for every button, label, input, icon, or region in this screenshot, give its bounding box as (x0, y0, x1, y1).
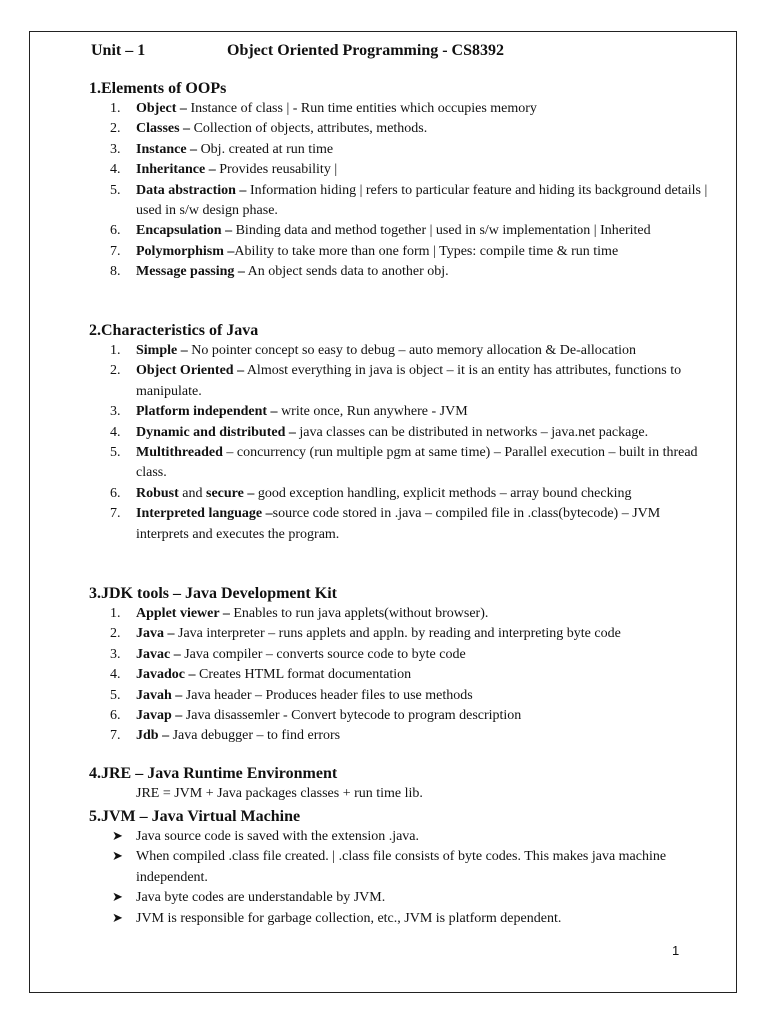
item-number: 7. (110, 728, 121, 744)
item-number: 4. (110, 424, 121, 440)
item-description: java classes can be distributed in networks – java.net package. (295, 424, 649, 440)
list-item (89, 484, 709, 504)
item-number: 8. (110, 264, 121, 280)
list-item (89, 624, 709, 644)
list-item (89, 262, 709, 282)
item-description: write once, Run anywhere - JVM (277, 404, 468, 420)
item-number: 1. (110, 101, 121, 116)
item-term: Simple – (136, 343, 188, 358)
list-item (89, 443, 709, 484)
item-term: Jdb – (136, 728, 170, 744)
list-item (89, 726, 709, 746)
bullet-item (89, 827, 709, 847)
section-heading: 4.JRE – Java Runtime Environment (89, 765, 338, 782)
list-item (89, 423, 709, 443)
page-header (91, 42, 504, 60)
item-term: Object – (136, 101, 187, 116)
item-term: Object Oriented – (136, 363, 245, 379)
section-heading: 3.JDK tools – Java Development Kit (89, 585, 337, 602)
item-term: Platform independent – (136, 404, 278, 420)
list-item (89, 604, 709, 624)
numbered-list (89, 604, 709, 747)
item-term: Polymorphism – (136, 243, 235, 259)
list-item (89, 140, 709, 160)
item-term: Dynamic and distributed – (136, 424, 296, 440)
list-item (89, 665, 709, 685)
numbered-list (89, 341, 709, 545)
section-elements-of-oops (89, 79, 709, 283)
item-term: Java – (136, 626, 175, 642)
bullet-text: Java source code is saved with the extension .java. (136, 829, 420, 844)
arrowhead-bullet-icon: ➤ (112, 829, 123, 844)
item-number: 1. (110, 606, 121, 621)
item-number: 2. (110, 363, 121, 379)
item-description: No pointer concept so easy to debug – auto memory allocation & De-allocation (187, 343, 636, 358)
item-number: 6. (110, 223, 121, 239)
bullet-item (89, 909, 709, 929)
item-term: Applet viewer – (136, 606, 230, 621)
item-description: Java disassemler - Convert bytecode to program description (182, 708, 522, 724)
bullet-item (89, 888, 709, 908)
item-description: Almost everything in java is object – it is an entity has attributes, functions to manipulate. (136, 363, 682, 399)
bullet-text: JVM is responsible for garbage collection, etc., JVM is platform dependent. (136, 910, 562, 926)
item-number: 2. (110, 626, 121, 642)
section-heading: 2.Characteristics of Java (89, 322, 259, 339)
item-description: Ability to take more than one form | Types: compile time & run time (234, 243, 619, 259)
item-term: Javadoc – (136, 667, 196, 683)
item-term: Classes – (136, 121, 191, 137)
item-description: source code stored in .java – compiled file in .class(bytecode) – JVM interprets and executes the program. (136, 506, 661, 542)
item-description: Creates HTML format documentation (195, 667, 412, 683)
item-term: Inheritance – (136, 162, 216, 178)
section-jre (89, 764, 709, 804)
item-description: Java interpreter – runs applets and appln. by reading and interpreting byte code (174, 626, 621, 642)
item-description: good exception handling, explicit methods – array bound checking (254, 485, 632, 501)
list-item (89, 99, 709, 119)
section-characteristics-of-java (89, 321, 709, 545)
section-heading: 5.JVM – Java Virtual Machine (89, 808, 301, 825)
item-number: 6. (110, 708, 121, 724)
item-term: Robust (136, 485, 179, 501)
item-connector: and (178, 485, 207, 501)
list-item (89, 160, 709, 180)
section-jdk-tools (89, 584, 709, 747)
section-jvm (89, 807, 709, 929)
bullet-item (89, 847, 709, 888)
item-term: Javah – (136, 687, 183, 703)
item-description: Java header – Produces header files to use methods (182, 687, 473, 703)
item-term: Multithreaded (136, 445, 223, 461)
item-description: Collection of objects, attributes, methods. (190, 121, 428, 137)
item-description: Binding data and method together | used in s/w implementation | Inherited (232, 223, 651, 239)
item-description: Provides reusability | (215, 162, 338, 178)
item-description: Information hiding | refers to particular feature and hiding its background details | used in s/w design phase. (136, 182, 708, 219)
list-item (89, 119, 709, 139)
item-number: 6. (110, 485, 121, 501)
item-number: 7. (110, 243, 121, 259)
item-number: 5. (110, 687, 121, 703)
arrowhead-bullet-icon: ➤ (112, 910, 123, 926)
item-number: 4. (110, 667, 121, 683)
numbered-list (89, 99, 709, 283)
item-number: 1. (110, 343, 121, 358)
bullet-list (89, 827, 709, 929)
list-item (89, 341, 709, 361)
item-number: 5. (110, 182, 121, 198)
item-description: Enables to run java applets(without browser). (229, 606, 489, 621)
arrowhead-bullet-icon: ➤ (112, 890, 123, 906)
item-number: 3. (110, 646, 121, 662)
list-item (89, 686, 709, 706)
item-term: Instance – (136, 141, 198, 157)
item-number: 7. (110, 506, 121, 522)
section-heading: 1.Elements of OOPs (89, 80, 227, 97)
item-term: Javac – (136, 646, 181, 662)
item-number: 4. (110, 162, 121, 178)
item-description: Obj. created at run time (197, 141, 334, 157)
item-description: Instance of class | - Run time entities which occupies memory (186, 101, 537, 116)
list-item (89, 645, 709, 665)
item-term: Javap – (136, 708, 183, 724)
list-item (89, 242, 709, 262)
list-item (89, 504, 709, 545)
item-term: Interpreted language – (136, 506, 273, 522)
item-description: Java debugger – to find errors (169, 728, 341, 744)
item-term: Encapsulation – (136, 223, 233, 239)
item-number: 5. (110, 445, 121, 461)
list-item (89, 181, 709, 222)
arrowhead-bullet-icon: ➤ (112, 849, 123, 865)
item-number: 2. (110, 121, 121, 137)
item-description: – concurrency (run multiple pgm at same time) – Parallel execution – built in thread class. (136, 445, 698, 481)
course-title: Object Oriented Programming - CS8392 (227, 42, 504, 59)
item-term: Data abstraction – (136, 182, 247, 198)
list-item (89, 402, 709, 422)
bullet-text: Java byte codes are understandable by JVM. (136, 890, 386, 906)
list-item (89, 221, 709, 241)
item-description: An object sends data to another obj. (244, 264, 449, 280)
item-description: Java compiler – converts source code to byte code (180, 646, 466, 662)
page-number: 1 (672, 943, 680, 958)
unit-label: Unit – 1 (91, 42, 146, 59)
list-item (89, 706, 709, 726)
bullet-text: When compiled .class file created. | .class file consists of byte codes. This makes java machine independent. (136, 849, 667, 885)
item-term-secondary: secure – (206, 485, 255, 501)
item-number: 3. (110, 141, 121, 157)
item-term: Message passing – (136, 264, 245, 280)
item-number: 3. (110, 404, 121, 420)
list-item (89, 361, 709, 402)
jre-formula: JRE = JVM + Java packages classes + run time lib. (136, 786, 423, 801)
